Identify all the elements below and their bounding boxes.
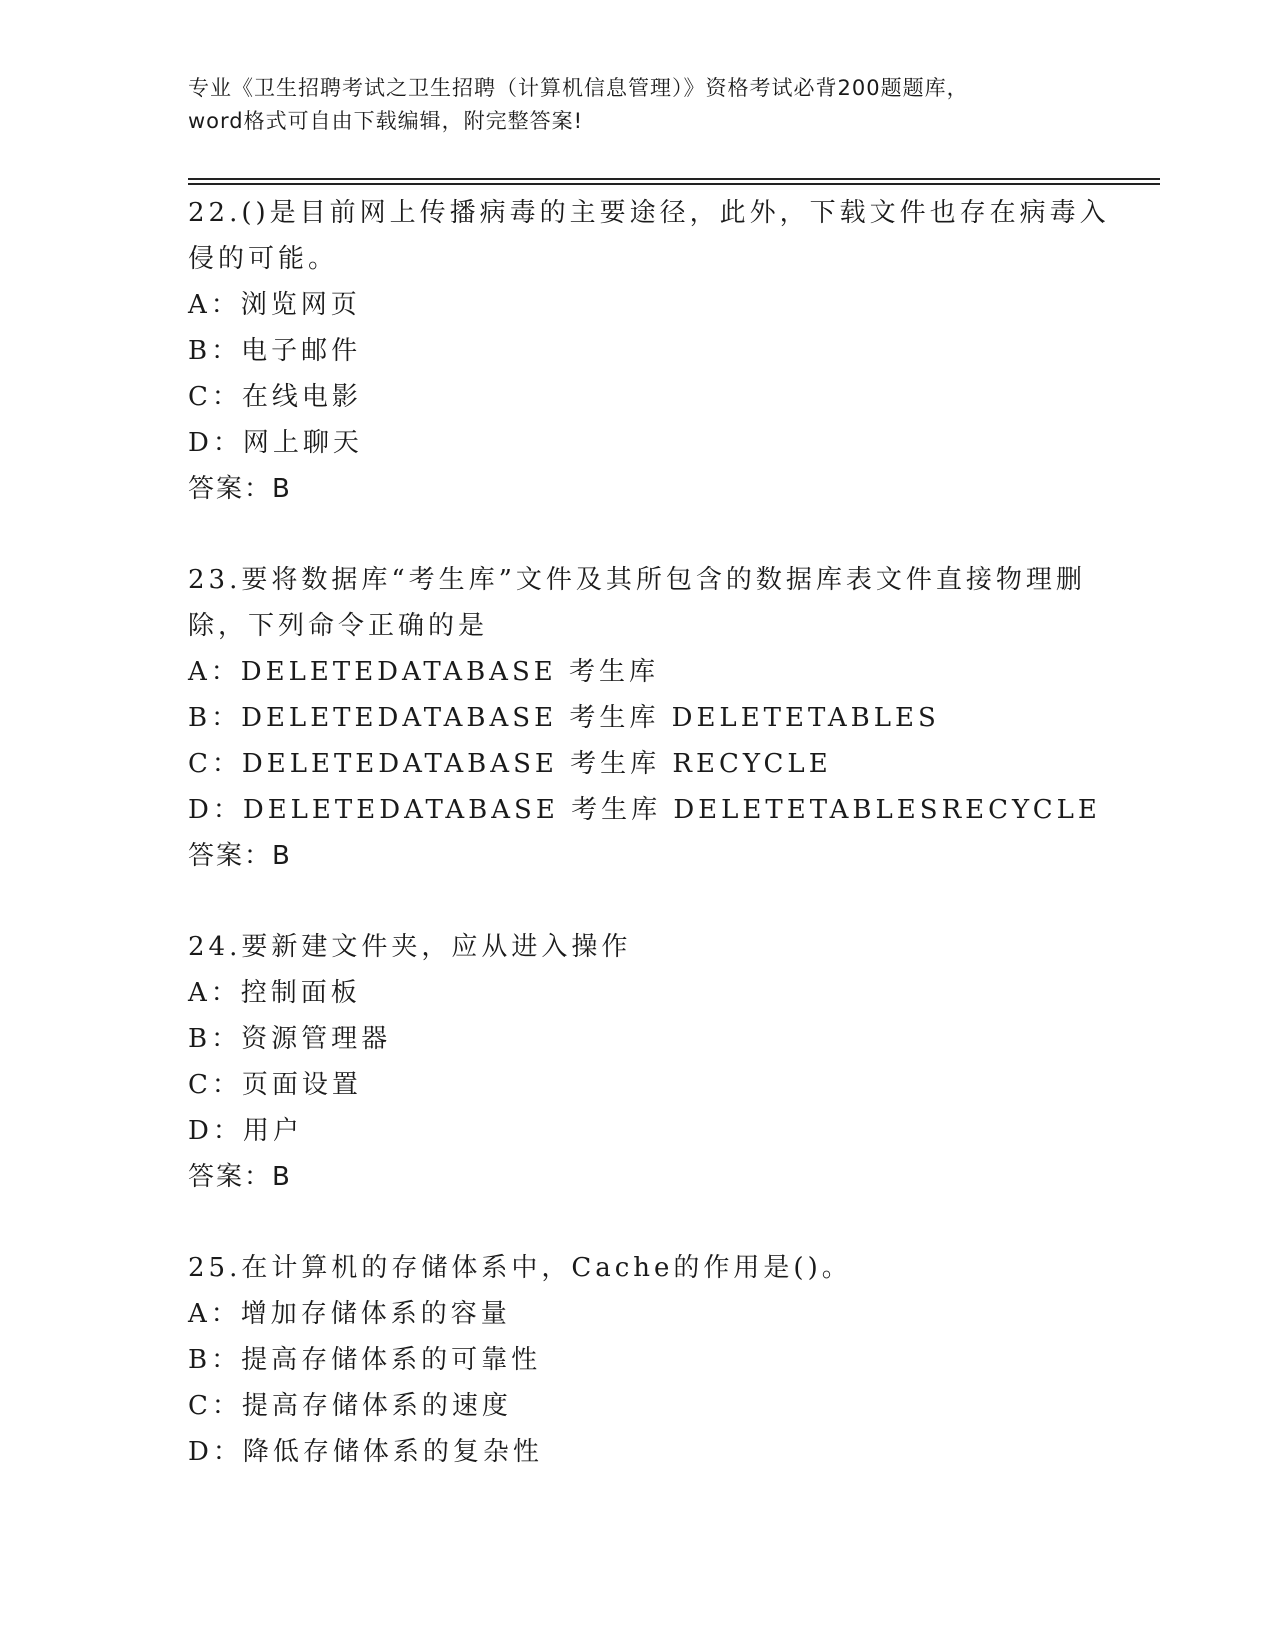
option-d: D：降低存储体系的复杂性	[188, 1437, 543, 1467]
question-stem: 侵的可能。	[188, 244, 339, 274]
question-23	[188, 557, 1101, 879]
option-d: D：用户	[188, 1116, 303, 1146]
option-d: D：DELETEDATABASE 考生库 DELETETABLESRECYCLE	[188, 795, 1101, 825]
question-24	[188, 924, 1088, 1200]
option-b: B：资源管理器	[188, 1024, 392, 1054]
option-b: B：电子邮件	[188, 336, 362, 366]
question-stem: 24.要新建文件夹，应从进入操作	[188, 932, 632, 962]
option-b: B：DELETEDATABASE 考生库 DELETETABLES	[188, 703, 940, 733]
question-stem: 22.()是目前网上传播病毒的主要途径，此外，下载文件也存在病毒入	[188, 198, 1110, 228]
question-list	[188, 190, 1110, 1520]
question-stem: 除，下列命令正确的是	[188, 611, 489, 641]
option-b: B：提高存储体系的可靠性	[188, 1345, 542, 1375]
answer: 答案：B	[188, 474, 292, 504]
answer: 答案：B	[188, 841, 292, 871]
question-22	[188, 190, 1110, 512]
header-line-2: word格式可自由下载编辑，附完整答案!	[188, 109, 584, 133]
option-a: A：增加存储体系的容量	[188, 1299, 511, 1329]
header-divider-top	[188, 178, 1160, 180]
option-c: C：提高存储体系的速度	[188, 1391, 512, 1421]
answer: 答案：B	[188, 1162, 292, 1192]
option-c: C：DELETEDATABASE 考生库 RECYCLE	[188, 749, 832, 779]
header-line-1: 专业《卫生招聘考试之卫生招聘（计算机信息管理）》资格考试必背200题题库，	[188, 76, 969, 100]
option-c: C：页面设置	[188, 1070, 362, 1100]
option-a: A：控制面板	[188, 978, 361, 1008]
header-divider-bottom	[188, 183, 1160, 185]
option-c: C：在线电影	[188, 382, 362, 412]
question-stem: 25.在计算机的存储体系中，Cache的作用是()。	[188, 1253, 852, 1283]
option-a: A：浏览网页	[188, 290, 361, 320]
option-a: A：DELETEDATABASE 考生库	[188, 657, 660, 687]
option-d: D：网上聊天	[188, 428, 363, 458]
document-header	[188, 72, 1088, 138]
question-25	[188, 1245, 1088, 1475]
question-stem: 23.要将数据库“考生库”文件及其所包含的数据库表文件直接物理删	[188, 565, 1086, 595]
